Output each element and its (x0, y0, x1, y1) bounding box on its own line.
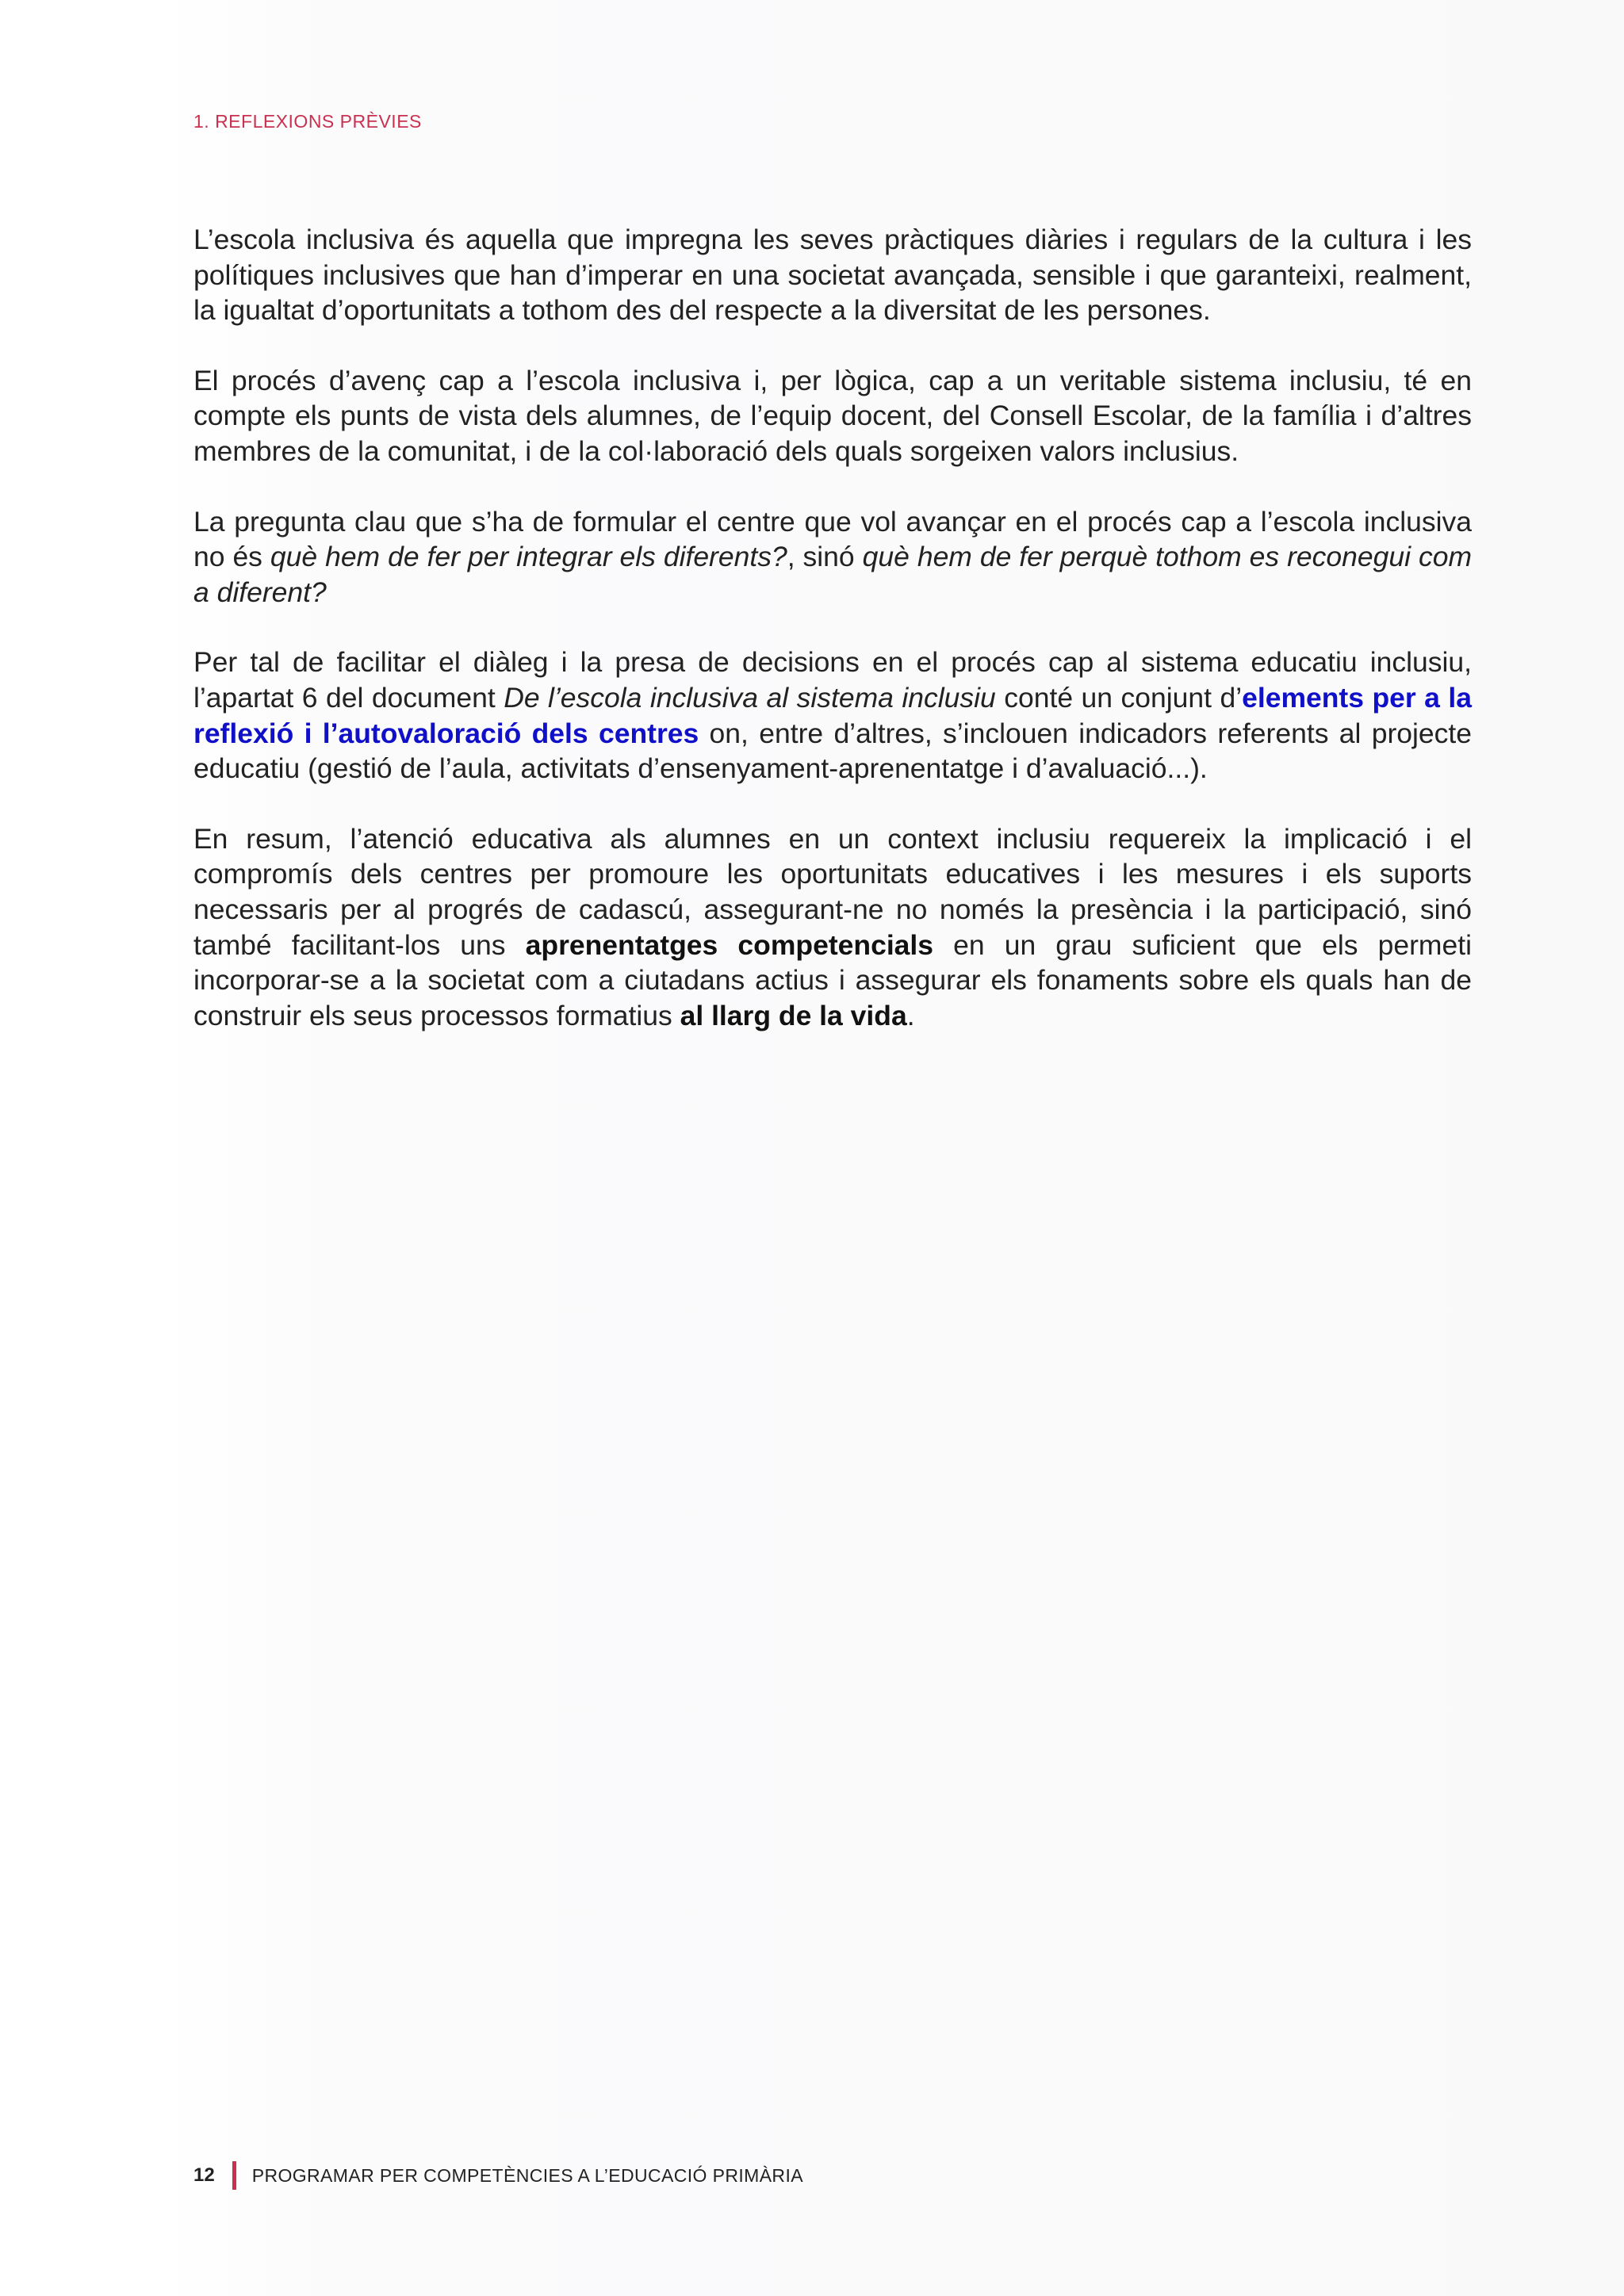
bold-lifelong: al llarg de la vida (680, 999, 907, 1031)
main-content (193, 222, 1472, 1068)
reflection-elements-link[interactable]: elements per a la reflexió i l’autovaloració dels centres (193, 681, 1472, 749)
paragraph-5-text: en un grau suficient que els permeti incorporar-se a la societat com a ciutadans actius i assegurar els fonaments sobre els quals han de construir els seus processos formatius (193, 928, 1472, 1031)
bold-competencial-learning: aprenentatges competencials (525, 928, 934, 961)
paragraph-3-italic-question-1: què hem de fer per integrar els diferents? (270, 541, 787, 573)
paragraph-4-text: conté un conjunt d’ (995, 681, 1243, 714)
paragraph-3-text: La pregunta clau que s’ha de formular el centre que vol avançar en el procés cap a l’escola inclusiva no és (193, 505, 1472, 573)
paragraph-3-italic-question-2: què hem de fer perquè tothom es reconegui com a diferent? (193, 541, 1473, 608)
paragraph-4-text: Per tal de facilitar el diàleg i la presa de decisions en el procés cap al sistema educatiu inclusiu, l’apartat 6 del document (193, 646, 1472, 714)
publication-title: PROGRAMAR PER COMPETÈNCIES A L’EDUCACIÓ PRIMÀRIA (251, 2164, 803, 2186)
footer-divider (232, 2161, 236, 2190)
paragraph-3-text: , sinó (787, 541, 863, 573)
paragraph-5-text: . (906, 999, 915, 1031)
page-footer (193, 2161, 803, 2190)
paragraph-4-text: on, entre d’altres, s’inclouen indicadors referents al projecte educatiu (gestió de l’aula, activitats d’ensenyament-aprenentatge i d’avaluació...). (193, 717, 1472, 785)
document-title-italic: De l’escola inclusiva al sistema inclusiu (504, 681, 996, 714)
paragraph-2: El procés d’avenç cap a l’escola inclusiva i, per lògica, cap a un veritable sistema inclusiu, té en compte els punts de vista dels alumnes, de l’equip docent, del Consell Escolar, de la família i d’altres membres de la comunitat, i de la col·laboració dels quals sorgeixen valors inclusius. (193, 364, 1472, 467)
paragraph-5-text: En resum, l’atenció educativa als alumnes en un context inclusiu requereix la implicació i el compromís dels centres per promoure les oportunitats educatives i les mesures i els suports necessaris per al progrés de cadascú, assegurant-ne no només la presència i la participació, sinó també facilitant-los uns (193, 822, 1472, 961)
paragraph-3 (193, 504, 1472, 610)
paragraph-4 (193, 645, 1472, 786)
section-header: 1. REFLEXIONS PRÈVIES (193, 111, 422, 132)
paragraph-1: L’escola inclusiva és aquella que impregna les seves pràctiques diàries i regulars de la cultura i les polítiques inclusives que han d’imperar en una societat avançada, sensible i que garanteixi, realment, la igualtat d’oportunitats a tothom des del respecte a la diversitat de les persones. (193, 224, 1472, 327)
paragraph-5 (193, 821, 1472, 1034)
page-number: 12 (193, 2164, 215, 2186)
